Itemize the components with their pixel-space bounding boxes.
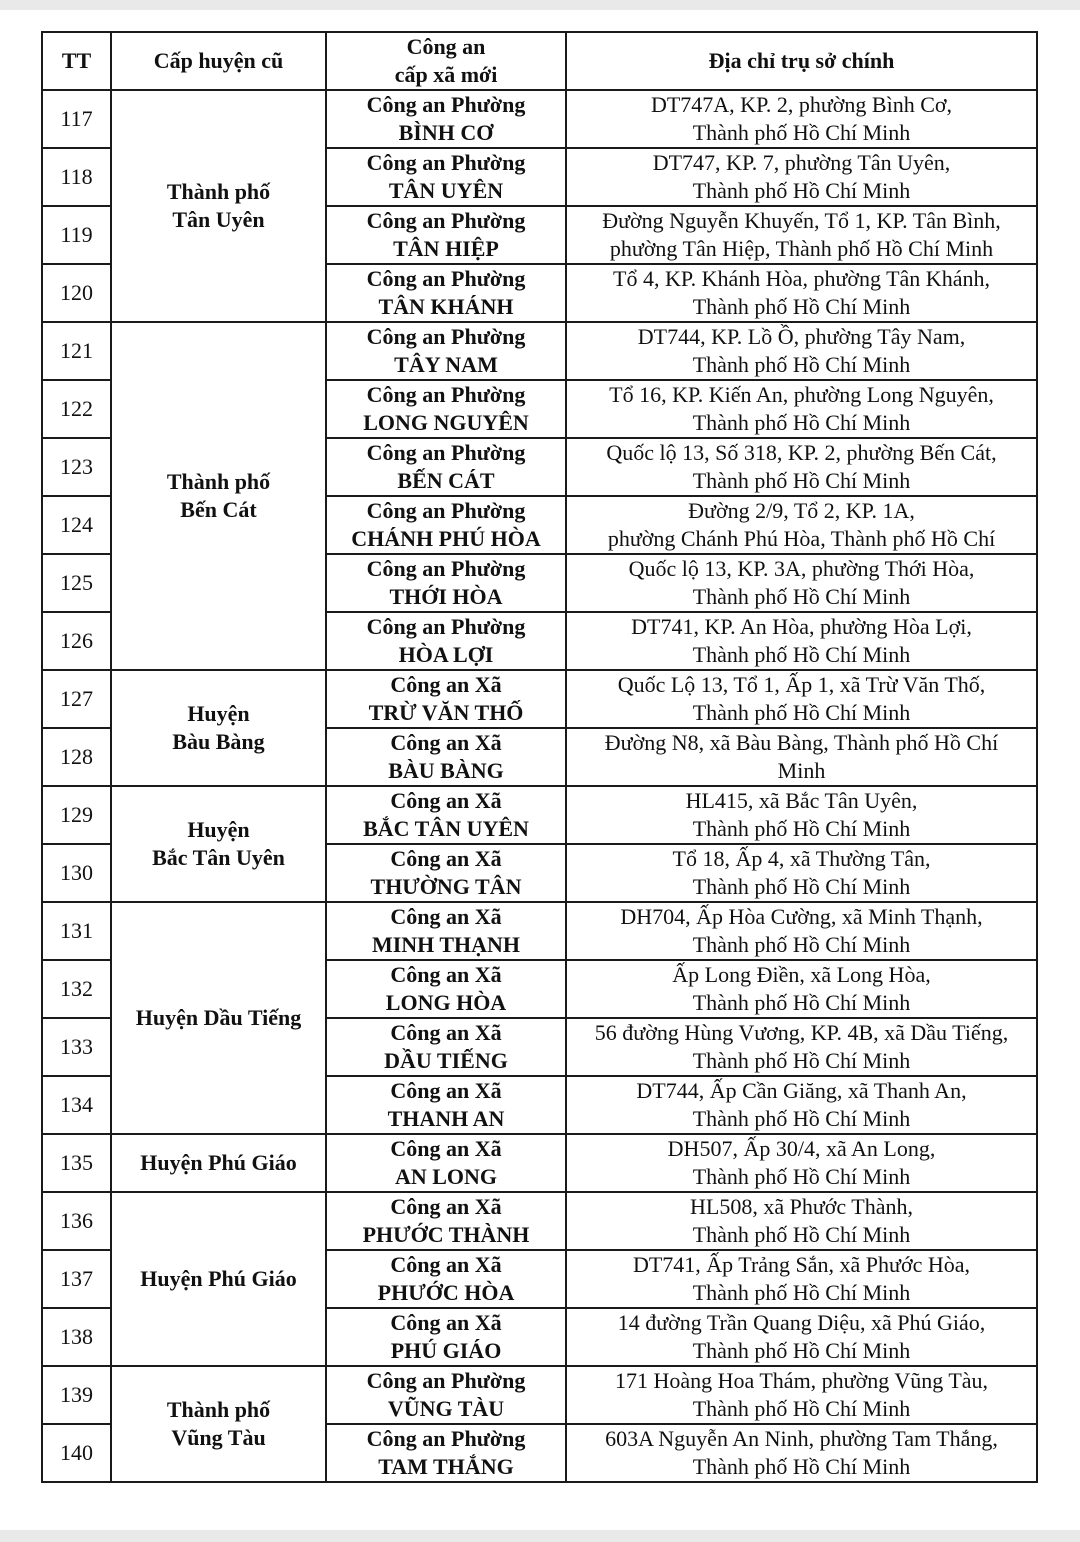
address-cell [566, 1424, 1037, 1482]
police-unit-type: Công an Xã [390, 1194, 502, 1219]
address-line: DT747A, KP. 2, phường Bình Cơ, [650, 92, 953, 117]
address-cell [566, 1192, 1037, 1250]
police-unit-name: THANH AN [387, 1106, 505, 1131]
police-unit-type: Công an Phường [366, 324, 526, 349]
address-line: Thành phố Hồ Chí Minh [692, 1454, 911, 1479]
old-district-line: Bàu Bàng [172, 729, 265, 754]
police-address-table [41, 31, 1038, 1483]
address-cell [566, 554, 1037, 612]
new-police-cell [326, 1308, 566, 1366]
old-district-line: Thành phố [166, 1397, 271, 1422]
address-line: Thành phố Hồ Chí Minh [692, 410, 911, 435]
old-district-cell [111, 322, 326, 670]
new-police-cell [326, 380, 566, 438]
old-district-cell [111, 786, 326, 902]
row-number: 132 [42, 960, 111, 1018]
header-row [42, 32, 1037, 90]
police-unit-type: Công an Xã [390, 1136, 502, 1161]
new-police-cell [326, 728, 566, 786]
old-district-cell [111, 90, 326, 322]
police-unit-name: THƯỜNG TÂN [370, 874, 522, 899]
row-number: 131 [42, 902, 111, 960]
old-district-line: Bến Cát [180, 497, 257, 522]
old-district-line: Huyện Phú Giáo [140, 1266, 297, 1291]
table-row [42, 90, 1037, 148]
police-unit-name: AN LONG [394, 1164, 498, 1189]
police-unit-type: Công an Phường [366, 92, 526, 117]
new-police-cell [326, 1250, 566, 1308]
police-unit-type: Công an Phường [366, 614, 526, 639]
address-cell [566, 612, 1037, 670]
table-row [42, 786, 1037, 844]
table-row [42, 1134, 1037, 1192]
old-district-line: Vũng Tàu [171, 1425, 266, 1450]
row-number: 129 [42, 786, 111, 844]
old-district-line: Huyện [187, 817, 250, 842]
address-line: Tổ 18, Ấp 4, xã Thường Tân, [672, 846, 931, 871]
police-unit-name: TAM THẮNG [378, 1454, 514, 1479]
police-unit-type: Công an Xã [390, 730, 502, 755]
address-line: DT741, KP. An Hòa, phường Hòa Lợi, [631, 614, 972, 639]
new-police-cell [326, 1424, 566, 1482]
police-unit-type: Công an Xã [390, 1078, 502, 1103]
old-district-line: Thành phố [166, 179, 271, 204]
police-unit-name: TÂN HIỆP [393, 236, 499, 261]
address-line: Thành phố Hồ Chí Minh [692, 1164, 911, 1189]
document-page [0, 10, 1080, 1530]
row-number: 133 [42, 1018, 111, 1076]
address-line: Thành phố Hồ Chí Minh [692, 294, 911, 319]
old-district-line: Tân Uyên [172, 207, 265, 232]
row-number: 140 [42, 1424, 111, 1482]
address-line: Quốc lộ 13, Số 318, KP. 2, phường Bến Cát, [606, 440, 997, 465]
row-number: 125 [42, 554, 111, 612]
new-police-cell [326, 1076, 566, 1134]
police-unit-name: DẦU TIẾNG [384, 1048, 508, 1073]
row-number: 120 [42, 264, 111, 322]
police-unit-type: Công an Phường [366, 1426, 526, 1451]
police-unit-name: BÌNH CƠ [398, 120, 494, 145]
address-line: Thành phố Hồ Chí Minh [692, 1106, 911, 1131]
old-district-line: Bắc Tân Uyên [152, 845, 285, 870]
address-cell [566, 1250, 1037, 1308]
new-police-cell [326, 1018, 566, 1076]
police-unit-type: Công an Phường [366, 498, 526, 523]
address-line: Tổ 16, KP. Kiến An, phường Long Nguyên, [609, 382, 994, 407]
address-line: 171 Hoàng Hoa Thám, phường Vũng Tàu, [614, 1368, 989, 1393]
table-row [42, 322, 1037, 380]
police-unit-name: BẾN CÁT [397, 468, 495, 493]
address-line: Thành phố Hồ Chí Minh [692, 874, 911, 899]
old-district-line: Huyện [187, 701, 250, 726]
address-line: Thành phố Hồ Chí Minh [692, 1338, 911, 1363]
new-police-cell [326, 612, 566, 670]
header-new-police-line1: Công an [406, 34, 486, 59]
old-district-line: Huyện Dầu Tiếng [135, 1005, 302, 1030]
police-unit-name: CHÁNH PHÚ HÒA [351, 526, 541, 551]
address-cell [566, 322, 1037, 380]
new-police-cell [326, 1366, 566, 1424]
row-number: 121 [42, 322, 111, 380]
row-number: 122 [42, 380, 111, 438]
address-cell [566, 148, 1037, 206]
address-cell [566, 496, 1037, 554]
police-unit-type: Công an Xã [390, 962, 502, 987]
police-unit-name: TÂY NAM [394, 352, 498, 377]
row-number: 134 [42, 1076, 111, 1134]
row-number: 119 [42, 206, 111, 264]
new-police-cell [326, 960, 566, 1018]
address-cell [566, 670, 1037, 728]
police-unit-name: PHÚ GIÁO [390, 1338, 502, 1363]
row-number: 126 [42, 612, 111, 670]
police-unit-name: TÂN KHÁNH [378, 294, 514, 319]
row-number: 135 [42, 1134, 111, 1192]
address-line: 603A Nguyễn An Ninh, phường Tam Thắng, [605, 1426, 998, 1451]
police-unit-type: Công an Xã [390, 1020, 502, 1045]
old-district-cell [111, 902, 326, 1134]
police-unit-name: BẮC TÂN UYÊN [363, 816, 529, 841]
address-cell [566, 902, 1037, 960]
address-line: phường Chánh Phú Hòa, Thành phố Hồ Chí [607, 526, 996, 551]
old-district-cell [111, 1134, 326, 1192]
new-police-cell [326, 670, 566, 728]
row-number: 124 [42, 496, 111, 554]
new-police-cell [326, 1192, 566, 1250]
row-number: 118 [42, 148, 111, 206]
police-unit-name: BÀU BÀNG [388, 758, 504, 783]
new-police-cell [326, 438, 566, 496]
police-unit-name: PHƯỚC HÒA [377, 1280, 515, 1305]
address-line: Quốc lộ 13, KP. 3A, phường Thới Hòa, [628, 556, 975, 581]
address-cell [566, 960, 1037, 1018]
address-cell [566, 380, 1037, 438]
row-number: 130 [42, 844, 111, 902]
address-line: Thành phố Hồ Chí Minh [692, 642, 911, 667]
address-line: DT741, Ấp Trảng Sắn, xã Phước Hòa, [632, 1252, 971, 1277]
police-unit-type: Công an Phường [366, 556, 526, 581]
address-line: Thành phố Hồ Chí Minh [692, 1396, 911, 1421]
address-line: DT744, Ấp Cần Giăng, xã Thanh An, [636, 1078, 967, 1103]
address-line: Tổ 4, KP. Khánh Hòa, phường Tân Khánh, [613, 266, 990, 291]
police-unit-type: Công an Phường [366, 150, 526, 175]
address-line: HL415, xã Bắc Tân Uyên, [685, 788, 918, 813]
address-line: Thành phố Hồ Chí Minh [692, 468, 911, 493]
address-line: Thành phố Hồ Chí Minh [692, 700, 911, 725]
new-police-cell [326, 902, 566, 960]
row-number: 137 [42, 1250, 111, 1308]
address-cell [566, 1018, 1037, 1076]
address-line: Ấp Long Điền, xã Long Hòa, [672, 962, 931, 987]
table-row [42, 1366, 1037, 1424]
new-police-cell [326, 496, 566, 554]
police-unit-type: Công an Phường [366, 1368, 526, 1393]
old-district-line: Thành phố [166, 469, 271, 494]
address-cell [566, 1076, 1037, 1134]
police-unit-type: Công an Phường [366, 208, 526, 233]
address-cell [566, 90, 1037, 148]
address-line: Thành phố Hồ Chí Minh [692, 1048, 911, 1073]
address-line: Thành phố Hồ Chí Minh [692, 1222, 911, 1247]
address-line: Minh [777, 758, 826, 783]
address-line: Thành phố Hồ Chí Minh [692, 352, 911, 377]
address-line: Thành phố Hồ Chí Minh [692, 932, 911, 957]
new-police-cell [326, 90, 566, 148]
address-line: Thành phố Hồ Chí Minh [692, 1280, 911, 1305]
police-unit-name: VŨNG TÀU [387, 1396, 505, 1421]
police-unit-type: Công an Phường [366, 382, 526, 407]
old-district-cell [111, 1366, 326, 1482]
row-number: 117 [42, 90, 111, 148]
police-unit-type: Công an Xã [390, 1310, 502, 1335]
address-cell [566, 728, 1037, 786]
address-cell [566, 206, 1037, 264]
police-unit-name: LONG NGUYÊN [363, 410, 529, 435]
row-number: 128 [42, 728, 111, 786]
table-row [42, 670, 1037, 728]
header-old-district: Cấp huyện cũ [111, 32, 326, 90]
address-line: DT747, KP. 7, phường Tân Uyên, [652, 150, 951, 175]
address-line: 14 đường Trần Quang Diệu, xã Phú Giáo, [617, 1310, 986, 1335]
row-number: 138 [42, 1308, 111, 1366]
old-district-line: Huyện Phú Giáo [140, 1150, 297, 1175]
address-line: Quốc Lộ 13, Tổ 1, Ấp 1, xã Trừ Văn Thố, [617, 672, 986, 697]
police-unit-name: LONG HÒA [385, 990, 507, 1015]
old-district-cell [111, 1192, 326, 1366]
new-police-cell [326, 1134, 566, 1192]
row-number: 136 [42, 1192, 111, 1250]
police-unit-type: Công an Xã [390, 788, 502, 813]
address-cell [566, 786, 1037, 844]
police-unit-name: HÒA LỢI [398, 642, 494, 667]
old-district-cell [111, 670, 326, 786]
address-line: Thành phố Hồ Chí Minh [692, 990, 911, 1015]
table-body [42, 90, 1037, 1482]
police-unit-type: Công an Xã [390, 846, 502, 871]
address-line: Đường N8, xã Bàu Bàng, Thành phố Hồ Chí [604, 730, 999, 755]
address-line: DH507, Ấp 30/4, xã An Long, [667, 1136, 936, 1161]
address-line: DT744, KP. Lồ Ồ, phường Tây Nam, [637, 324, 966, 349]
new-police-cell [326, 148, 566, 206]
address-cell [566, 1308, 1037, 1366]
new-police-cell [326, 844, 566, 902]
row-number: 127 [42, 670, 111, 728]
new-police-cell [326, 554, 566, 612]
address-line: phường Tân Hiệp, Thành phố Hồ Chí Minh [609, 236, 994, 261]
address-cell [566, 1366, 1037, 1424]
address-line: Đường 2/9, Tổ 2, KP. 1A, [688, 498, 915, 523]
police-unit-type: Công an Phường [366, 440, 526, 465]
police-unit-name: MINH THẠNH [371, 932, 521, 957]
row-number: 123 [42, 438, 111, 496]
address-line: DH704, Ấp Hòa Cường, xã Minh Thạnh, [620, 904, 983, 929]
address-cell [566, 264, 1037, 322]
police-unit-type: Công an Phường [366, 266, 526, 291]
address-cell [566, 844, 1037, 902]
address-line: Thành phố Hồ Chí Minh [692, 816, 911, 841]
address-line: Thành phố Hồ Chí Minh [692, 584, 911, 609]
new-police-cell [326, 322, 566, 380]
row-number: 139 [42, 1366, 111, 1424]
header-new-police [326, 32, 566, 90]
address-cell [566, 438, 1037, 496]
police-unit-type: Công an Xã [390, 904, 502, 929]
police-unit-type: Công an Xã [390, 672, 502, 697]
header-tt: TT [42, 32, 111, 90]
header-address: Địa chỉ trụ sở chính [566, 32, 1037, 90]
police-unit-name: PHƯỚC THÀNH [362, 1222, 530, 1247]
address-line: HL508, xã Phước Thành, [690, 1194, 913, 1219]
police-unit-name: THỚI HÒA [389, 584, 503, 609]
police-unit-type: Công an Xã [390, 1252, 502, 1277]
new-police-cell [326, 206, 566, 264]
address-cell [566, 1134, 1037, 1192]
police-unit-name: TÂN UYÊN [388, 178, 504, 203]
header-new-police-line2: cấp xã mới [394, 62, 498, 87]
address-line: Thành phố Hồ Chí Minh [692, 178, 911, 203]
address-line: Thành phố Hồ Chí Minh [692, 120, 911, 145]
police-unit-name: TRỪ VĂN THỐ [368, 700, 524, 725]
table-row [42, 1192, 1037, 1250]
new-police-cell [326, 264, 566, 322]
address-line: Đường Nguyễn Khuyến, Tổ 1, KP. Tân Bình, [602, 208, 1001, 233]
address-line: 56 đường Hùng Vương, KP. 4B, xã Dầu Tiếng, [594, 1020, 1009, 1045]
new-police-cell [326, 786, 566, 844]
table-row [42, 902, 1037, 960]
